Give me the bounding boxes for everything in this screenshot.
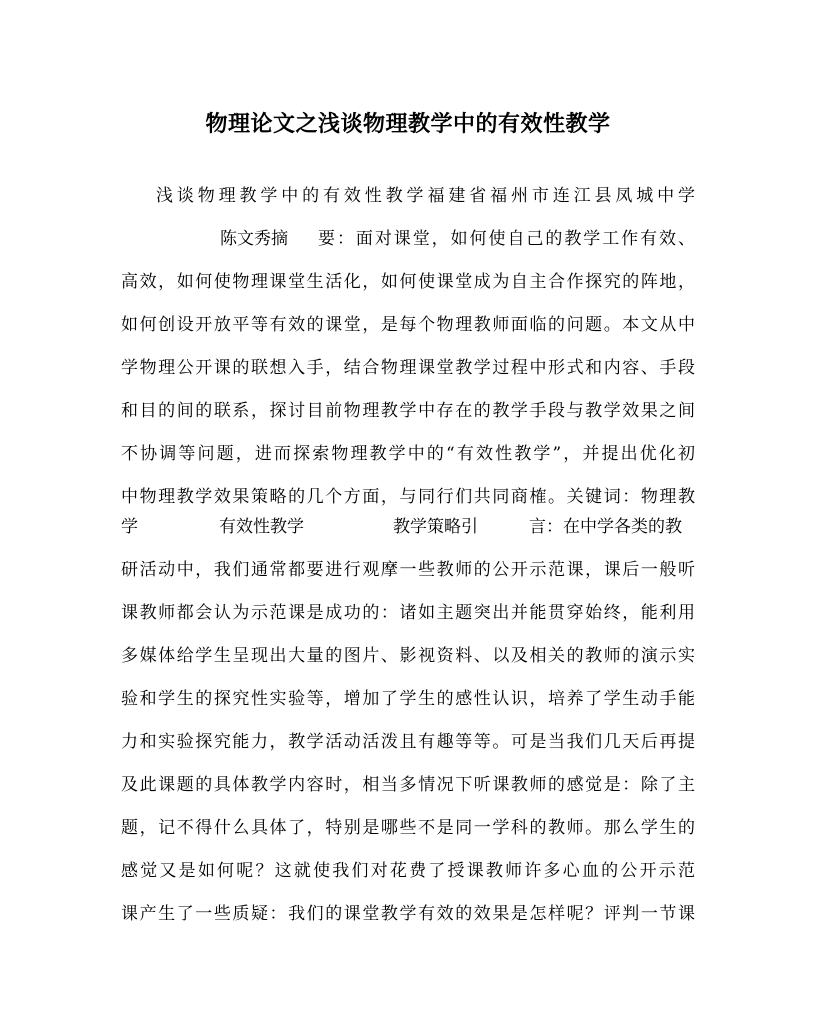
text-line: 浅谈物理教学中的有效性教学福建省福州市连江县凤城中学 (156, 186, 695, 206)
document-title: 物理论文之浅谈物理教学中的有效性教学 (205, 111, 611, 137)
text-line: 高效，如何使物理课堂生活化，如何使课堂成为自主合作探究的阵地， (121, 272, 695, 292)
keywords-line (121, 512, 695, 542)
text-line: 多媒体给学生呈现出大量的图片、影视资料、以及相关的教师的演示实 (121, 646, 695, 666)
text-line: 题，记不得什么具体了，特别是哪些不是同一学科的教师。那么学生的 (121, 818, 695, 838)
keyword-segment: 有效性教学 (219, 517, 304, 537)
text-line: 学物理公开课的联想入手，结合物理课堂教学过程中形式和内容、手段 (121, 358, 695, 378)
keyword-segment: 学 (121, 517, 138, 537)
text-line: 研活动中，我们通常都要进行观摩一些教师的公开示范课，课后一般听 (121, 560, 695, 580)
text-line: 和目的间的联系，探讨目前物理教学中存在的教学手段与教学效果之间 (121, 401, 695, 421)
text-line: 如何创设开放平等有效的课堂，是每个物理教师面临的问题。本文从中 (121, 315, 695, 335)
text-line (220, 224, 695, 254)
author-name: 陈文秀摘 (220, 229, 288, 249)
abstract-start: 要：面对课堂，如何使自己的教学工作有效、 (318, 229, 695, 249)
text-line: 及此课题的具体教学内容时，相当多情况下听课教师的感觉是：除了主 (121, 775, 695, 795)
text-line: 不协调等问题，进而探索物理教学中的“有效性教学”，并提出优化初 (121, 444, 695, 464)
keyword-segment: 言：在中学各类的教 (529, 517, 682, 537)
text-line: 中物理教学效果策略的几个方面，与同行们共同商榷。关键词：物理教 (121, 487, 695, 507)
text-line: 验和学生的探究性实验等，增加了学生的感性认识，培养了学生动手能 (121, 689, 695, 709)
text-line: 课教师都会认为示范课是成功的：诸如主题突出并能贯穿始终，能利用 (121, 603, 695, 623)
text-line: 感觉又是如何呢？这就使我们对花费了授课教师许多心血的公开示范 (121, 861, 695, 881)
text-line: 力和实验探究能力，教学活动活泼且有趣等等。可是当我们几天后再提 (121, 732, 695, 752)
text-line: 课产生了一些质疑：我们的课堂教学有效的效果是怎样呢？评判一节课 (121, 904, 695, 924)
keyword-segment: 教学策略引 (393, 517, 478, 537)
